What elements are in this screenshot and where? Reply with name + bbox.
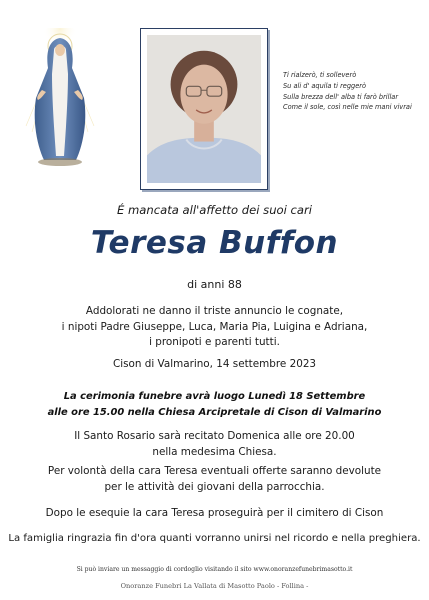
rosary-line: nella medesima Chiesa. (152, 445, 277, 458)
ceremony-line: La cerimonia funebre avrà luogo Lunedì 18 Settembre (63, 391, 366, 402)
offers-line: per le attività dei giovani della parrocchia. (104, 480, 325, 493)
announcement-line: i nipoti Padre Giuseppe, Luca, Maria Pia, Luigina e Adriana, (61, 320, 368, 333)
cemetery-info: Dopo le esequie la cara Teresa proseguirà per il cimitero di Cison (45, 507, 384, 519)
funeral-home-brand: Onoranze Funebri La Vallata di Masotto Paolo - Follina - (120, 582, 309, 590)
madonna-image (18, 28, 102, 168)
poem-line: Come il sole, così nelle mie mani vivrai (283, 103, 412, 112)
intro-line: É mancata all'affetto dei suoi cari (116, 203, 313, 217)
poem (283, 70, 425, 113)
portrait-photo (147, 35, 261, 183)
announcement-line: i pronipoti e parenti tutti. (149, 336, 280, 348)
age-line: di anni 88 (187, 278, 242, 291)
rosary-info (0, 429, 429, 460)
condolence-note: Si può inviare un messaggio di cordoglio visitando il sito www.onoranzefunebrimasotto.it (76, 566, 353, 573)
offers-info (0, 464, 429, 495)
deceased-name: Teresa Buffon (90, 225, 339, 261)
thanks-line: La famiglia ringrazia fin d'ora quanti vorranno unirsi nel ricordo e nella preghiera. (8, 533, 421, 544)
portrait-frame (140, 28, 268, 190)
offers-line: Per volontà della cara Teresa eventuali offerte saranno devolute (47, 465, 382, 477)
poem-line: Su ali d' aquila ti reggerò (283, 81, 367, 90)
announcement-line: Addolorati ne danno il triste annuncio le cognate, (85, 305, 344, 317)
poem-line: Ti rialzerò, ti solleverò (283, 71, 357, 79)
announcement (0, 304, 429, 351)
poem-line: Sulla brezza dell' alba ti farò brillar (283, 92, 399, 101)
ceremony-line: alle ore 15.00 nella Chiesa Arcipretale di Cison di Valmarino (47, 406, 382, 418)
place-date: Cison di Valmarino, 14 settembre 2023 (112, 358, 317, 370)
ceremony-info (0, 389, 429, 420)
rosary-line: Il Santo Rosario sarà recitato Domenica alle ore 20.00 (74, 430, 355, 442)
